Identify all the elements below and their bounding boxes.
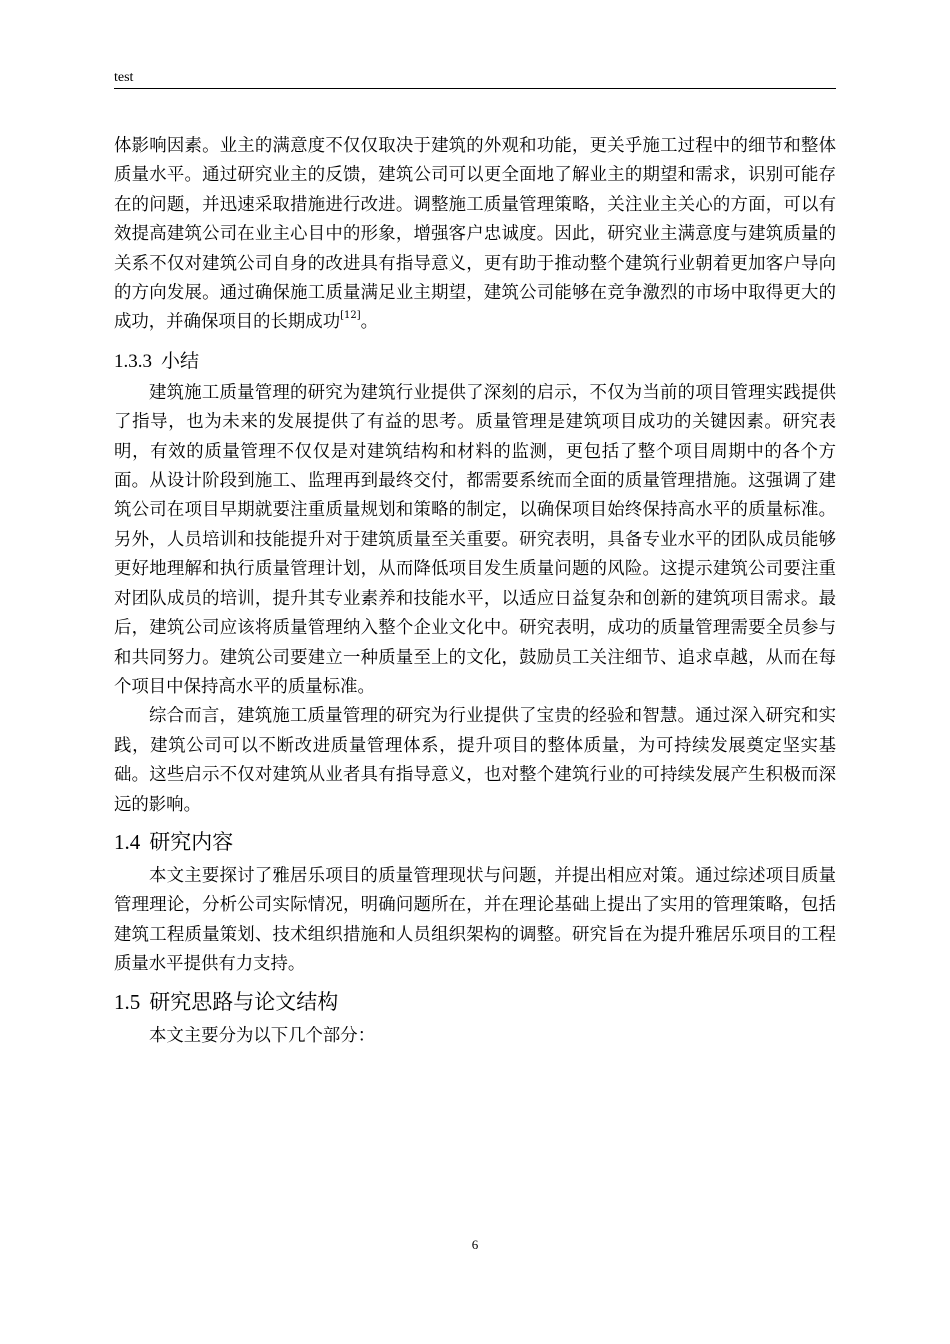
section-title: 研究内容: [149, 829, 234, 854]
paragraph-conclusion: 综合而言，建筑施工质量管理的研究为行业提供了宝贵的经验和智慧。通过深入研究和实践，建筑公司可以不断改进质量管理体系，提升项目的整体质量，为可持续发展奠定坚实基础。这些启示不仅对建筑从业者具有指导意义，也对整个建筑行业的可持续发展产生积极而深远的影响。: [114, 706, 836, 815]
section-number: 1.5: [114, 989, 141, 1014]
section-heading-1-3-3: [114, 346, 836, 377]
page-header: [114, 70, 836, 89]
paragraph-text: 体影响因素。业主的满意度不仅仅取决于建筑的外观和功能，更关乎施工过程中的细节和整体质量水平。通过研究业主的反馈，建筑公司可以更全面地了解业主的期望和需求，识别可能存在的问题，并迅速采取措施进行改进。调整施工质量管理策略，关注业主关心的方面，可以有效提高建筑公司在业主心目中的形象，增强客户忠诚度。因此，研究业主满意度与建筑质量的关系不仅对建筑公司自身的改进具有指导意义，更有助于推动整个建筑行业朝着更加客户导向的方向发展。通过确保施工质量满足业主期望，建筑公司能够在竞争激烈的市场中取得更大的成功，并确保项目的长期成功: [114, 136, 836, 333]
section-title: 小结: [161, 349, 200, 372]
section-heading-1-5: [114, 986, 836, 1018]
paragraph-research-content: 本文主要探讨了雅居乐项目的质量管理现状与问题，并提出相应对策。通过综述项目质量管理理论，分析公司实际情况，明确问题所在，并在理论基础上提出了实用的管理策略，包括建筑工程质量策划、技术组织措施和人员组织架构的调整。研究旨在为提升雅居乐项目的工程质量水平提供有力支持。: [114, 865, 836, 975]
paragraph-summary: 建筑施工质量管理的研究为建筑行业提供了深刻的启示，不仅为当前的项目管理实践提供了指导，也为未来的发展提供了有益的思考。质量管理是建筑项目成功的关键因素。研究表明，有效的质量管理不仅仅是对建筑结构和材料的监测，更包括了整个项目周期中的各个方面。从设计阶段到施工、监理再到最终交付，都需要系统而全面的质量管理措施。这强调了建筑公司在项目早期就要注重质量规划和策略的制定，以确保项目始终保持高水平的质量标准。另外，人员培训和技能提升对于建筑质量至关重要。研究表明，具备专业水平的团队成员能够更好地理解和执行质量管理计划，从而降低项目发生质量问题的风险。这提示建筑公司要注重对团队成员的培训，提升其专业素养和技能水平，以适应日益复杂和创新的建筑项目需求。最后，建筑公司应该将质量管理纳入整个企业文化中。研究表明，成功的质量管理需要全员参与和共同努力。建筑公司要建立一种质量至上的文化，鼓励员工关注细节、追求卓越，从而在每个项目中保持高水平的质量标准。: [114, 382, 836, 697]
page-number: 6: [471, 1237, 479, 1252]
paragraph-end-punct: 。: [360, 312, 379, 333]
section-number: 1.4: [114, 829, 141, 854]
section-number: 1.3.3: [114, 350, 152, 372]
header-text: test: [114, 70, 134, 85]
page-body: [114, 132, 836, 1051]
citation-reference[interactable]: [12]: [340, 310, 361, 322]
section-title: 研究思路与论文结构: [149, 989, 339, 1014]
paragraph-structure-intro: 本文主要分为以下几个部分：: [149, 1025, 376, 1046]
section-heading-1-4: [114, 826, 836, 858]
paragraph-owner-satisfaction: [114, 132, 836, 338]
